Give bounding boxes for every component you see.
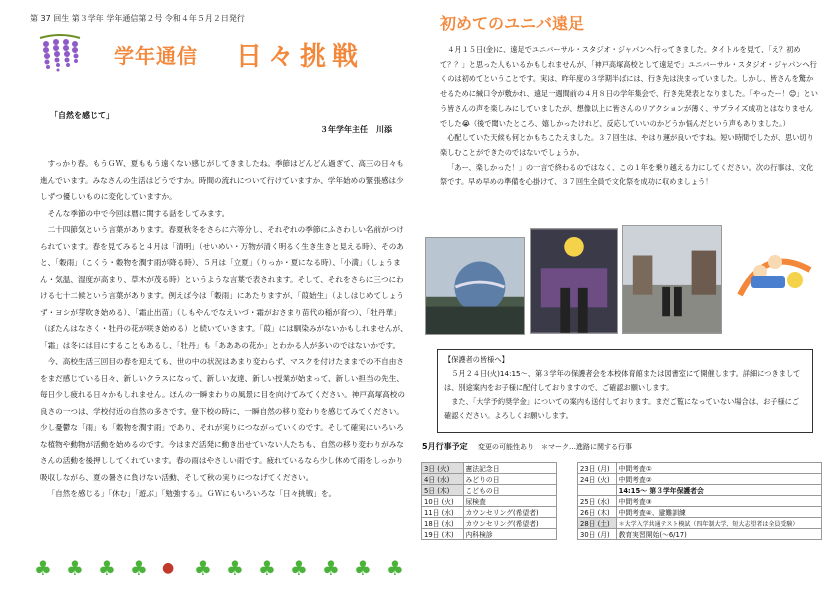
table-row: 28日 (土) ＊大学入学共通テスト模試（四年制大学、短大志望者は全員受験） — [578, 518, 822, 529]
globe-photo — [425, 237, 525, 335]
clover-icon: ♣ — [98, 556, 116, 580]
paragraph: 二十四節気という言葉があります。春夏秋冬をさらに六等分し、それぞれの季節にふさわしい名前がつけられています。春を見てみると４月は「清明」（せいめい・万物が清く明るく生き生きと見える時）、そのあと、「穀雨」（こくう・穀物を潤す雨が降る時）、５月は「立夏」（りっか・夏になる時）、「小満」（しょうまん・気温、湿度が高まり、草木が茂る時）というような言葉で表されます。そして、それをさらに三つにわける七十二候という言葉があります。例えば今は「穀雨」にあたりますが、「葭始生」（よしはじめてしょうず・ヨシが芽吹き始める）、「霜止出苗」（しもやんでなえいづ・霜がおさまり苗代の稲が育つ）、「牡丹華」（ぼたんはなさく・牡丹の花が咲き始める）と続いていきます。「葭」には馴染みがないかもしれませんが、「霜」は冬には目にすることもあるし、「牡丹」も「あああの花か」とわかる人が多いのではないかです。 — [40, 225, 408, 350]
paragraph: 「あー、楽しかった！」の一言で終わるのではなく、この１年を乗り越える力にしてください。次の行事は、文化祭です。早め早めの準備を心掛けて、３７回生全員で文化祭を成功に収めましょう！ — [440, 162, 814, 187]
notice-title: 【保護者の皆様へ】 — [444, 355, 509, 364]
table-row: 24日 (火) 中間考査② — [578, 474, 822, 485]
issue-header: 第 37 回生 第３学年 学年通信第２号 令和４年５月２日発行 — [30, 14, 245, 23]
section-heading: 「自然を感じて」 — [50, 111, 114, 120]
paragraph: すっかり春。もうＧＷ、夏ももう遠くない感じがしてきましたね。季節はどんどん過ぎて、高三の日々も進んでいます。みなさんの生活はどうですか。時間の流れについて行けていますか、学年始めの緊張感は少しずつ優しいものに変化していますか。 — [40, 159, 404, 201]
parent-notice — [437, 349, 813, 433]
clover-icon: ♣ — [322, 556, 340, 580]
table-row: 23日 (月) 中間考査① — [578, 463, 822, 474]
table-row: 10日 (火) 尿検査 — [422, 496, 557, 507]
paragraph: 「自然を感じる」「休む」「遊ぶ」「勉強する」。ＧＷにもいろいろな「日々挑戦」を。 — [47, 489, 337, 498]
table-row: 18日 (水) カウンセリング(希望者) — [422, 518, 557, 529]
rollercoaster-icon — [735, 240, 815, 310]
schedule-note: 変更の可能性あり ＊マーク…進路に関する行事 — [478, 443, 632, 451]
paragraph: 心配していた天候も何とかもちこたえました。３７回生は、やはり運が良いですね。短い時間でしたが、思い切り楽しむことができたのではないでしょうか。 — [440, 133, 814, 157]
schedule-title: 5月行事予定 — [422, 442, 468, 451]
schedule-table-left — [421, 462, 557, 540]
clover-icon: ♣ — [354, 556, 372, 580]
paragraph: ４月１５日(金)に、遠足でユニバーサル・スタジオ・ジャパンへ行ってきました。タイトルを見て、「え？初めて？？」と思った人もいるかもしれませんが、「神戸高塚高校として遠足で」ユニバーサル・スタジオ・ジャパンへ行くのは初めてということです。実は、昨年度の３学期半ばには、行き先は決まっていました。しかし、皆さんを驚かせるために緘口令が敷かれ、遠足一週間前の４月８日の学年集会で、行き先発表となりました。「やったー！😊」という皆さんの声を楽しみにしていましたが、想像以上に皆さんのリアクションが薄く、サプライズ成功とはなりませんでした😭（後で聞いたところ、嬉しかったけれど、反応していいのかどうか悩んだという声もありました。） — [440, 45, 818, 128]
clover-icon: ♣ — [290, 556, 308, 580]
hallway-photo — [530, 228, 618, 334]
paragraph: 今、高校生活三回目の春を迎えても、世の中の状況はあまり変わらず、マスクを付けたままでの不自由さをまだ感じている日々、新しいクラスになって、新しい友達、新しい授業が始まって、新しい担当の先生、毎日少し疲れる日々かもしれません。ほんの一瞬まわりの風景に目を向けてみてください。神戸高塚高校の良さの一つは、学校付近の自然の多さです。登下校の時に、一瞬自然の移り変わりを感じてみてください。少し憂鬱な「雨」も「穀物を潤す雨」であり、それが実りにつながっていくのです。そして確実にいろいろな植物や動物が活動を始めるのです。今はまだ活発に動き出せていない人たちも、自然の移り変わりがみなさんの活動を後押ししてくれています。春の雨はやさしい雨です。疲れているなら少し休めて雨をしっかり吸収しながら、夏の暑さに負けない活動、そして秋の実りにつなげてください。 — [40, 357, 405, 482]
notice-paragraph: ５月２４日(火)14:15～、第３学年の保護者会を本校体育館または図書室にて開催します。詳細につきましては、別途案内をお子様に配付しておりますので、ご確認お願いします。 — [444, 369, 801, 392]
paragraph: そんな季節の中で今回は暦に関する話をしてみます。 — [47, 208, 230, 218]
table-row: 5日 (木) こどもの日 — [422, 485, 557, 496]
left-article — [40, 156, 410, 503]
table-row: 3日 (火) 憲法記念日 — [422, 463, 557, 474]
article-title: 初めてのユニバ遠足 — [440, 14, 585, 33]
right-article — [440, 43, 818, 190]
schedule-table-right — [577, 462, 822, 540]
table-row: 11日 (水) カウンセリング(希望者) — [422, 507, 557, 518]
table-row: 19日 (木) 内科検診 — [422, 529, 557, 540]
table-row: 26日 (木) 中間考査④、避難訓練 — [578, 507, 822, 518]
clover-icon: ♣ — [130, 556, 148, 580]
clover-icon: ♣ — [194, 556, 212, 580]
table-row: 14:15～ 第３学年保護者会 — [578, 485, 822, 496]
clover-icon: ♣ — [226, 556, 244, 580]
clover-icon: ♣ — [386, 556, 404, 580]
clover-icon: ♣ — [34, 556, 52, 580]
newsletter-title: 学年通信 — [114, 44, 198, 68]
street-photo — [622, 225, 722, 334]
ladybug-icon: ● — [162, 560, 175, 576]
table-row: 30日 (月) 教育実習開始(～6/17) — [578, 529, 822, 540]
clover-icon: ♣ — [258, 556, 276, 580]
author-line: ３年学年主任 川添 — [320, 125, 392, 134]
table-row: 25日 (水) 中間考査③ — [578, 496, 822, 507]
notice-paragraph: また、「大学予約奨学金」についての案内も送付しております。まだご覧になっていない場合は、お子様にご確認ください。よろしくお願いします。 — [444, 397, 800, 420]
newsletter-subtitle: 日々挑戦 — [236, 42, 365, 72]
wisteria-icon — [36, 32, 84, 80]
table-row: 4日 (水) みどりの日 — [422, 474, 557, 485]
clover-icon: ♣ — [66, 556, 84, 580]
